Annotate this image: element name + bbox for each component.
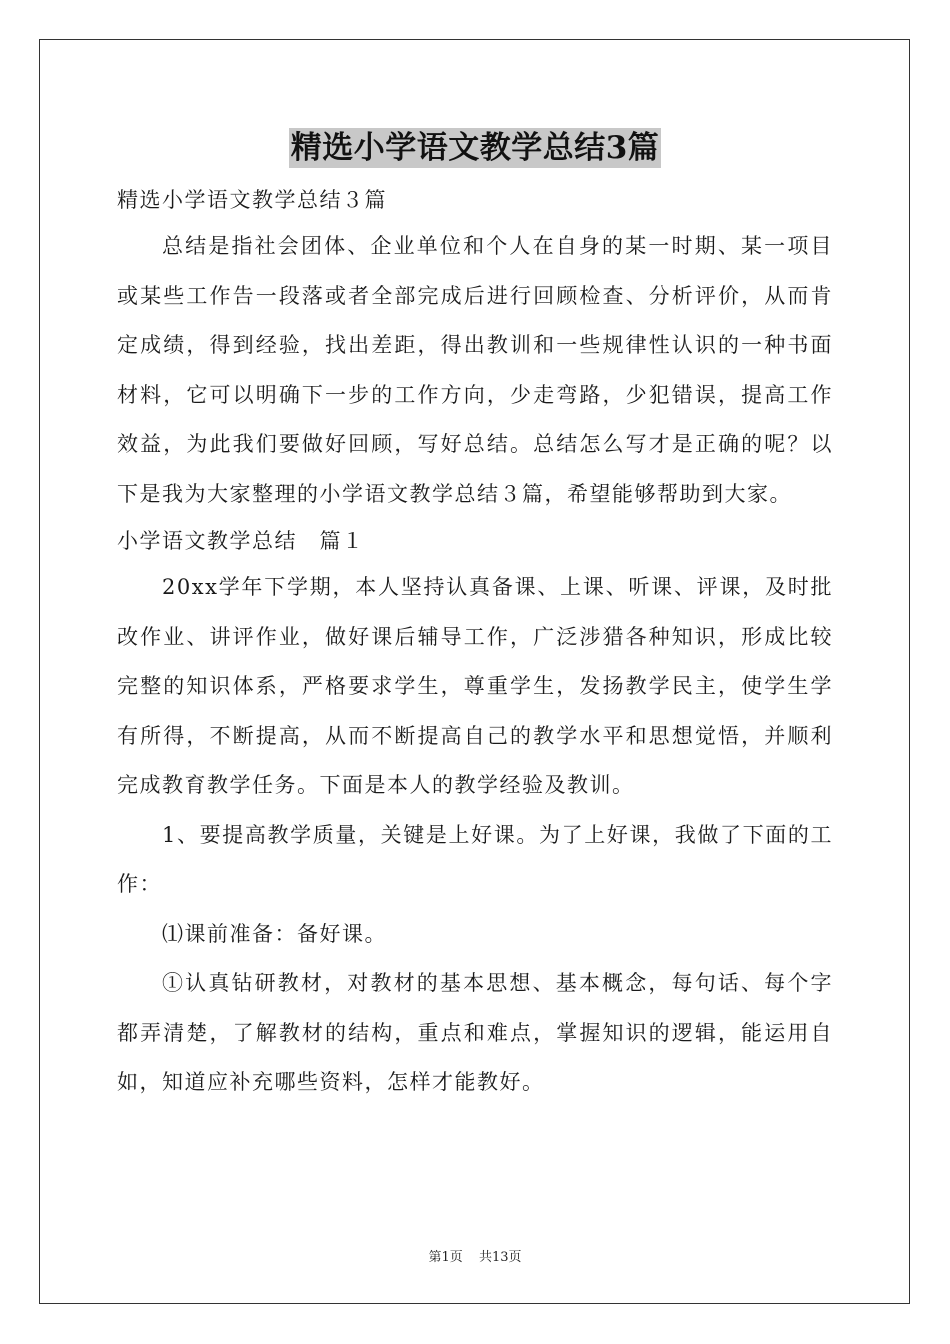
- document-title: 精选小学语文教学总结3篇: [290, 130, 660, 166]
- page-footer: [0, 1246, 950, 1265]
- body-paragraph: ⑴课前准备：备好课。: [162, 921, 387, 946]
- page-number: 第1页: [428, 1250, 463, 1265]
- body-paragraph: 1、要提高教学质量，关键是上好课。为了上好课，我做了下面的工作：: [117, 822, 833, 896]
- body-paragraph: 20xx学年下学期，本人坚持认真备课、上课、听课、评课，及时批改作业、讲评作业，做好课后辅导工作，广泛涉猎各种知识，形成比较完整的知识体系，严格要求学生，尊重学生，发扬教学民主，使学生学有所得，不断提高，从而不断提高自己的教学水平和思想觉悟，并顺利完成教育教学任务。下面是本人的教学经验及教训。: [117, 575, 833, 797]
- body-paragraph: ①认真钻研教材，对教材的基本思想、基本概念，每句话、每个字都弄清楚，了解教材的结构，重点和难点，掌握知识的逻辑，能运用自如，知道应补充哪些资料，怎样才能教好。: [117, 971, 833, 1094]
- document-subtitle: 精选小学语文教学总结３篇: [117, 188, 387, 212]
- document-title-container: [0, 128, 950, 168]
- document-body: [117, 178, 833, 1108]
- section-heading: 小学语文教学总结 篇１: [117, 529, 365, 553]
- page-total: 共13页: [478, 1250, 522, 1265]
- intro-paragraph: 总结是指社会团体、企业单位和个人在自身的某一时期、某一项目或某些工作告一段落或者全部完成后进行回顾检查、分析评价，从而肯定成绩，得到经验，找出差距，得出教训和一些规律性认识的一种书面材料，它可以明确下一步的工作方向，少走弯路，少犯错误，提高工作效益，为此我们要做好回顾，写好总结。总结怎么写才是正确的呢？以下是我为大家整理的小学语文教学总结３篇，希望能够帮助到大家。: [117, 234, 833, 506]
